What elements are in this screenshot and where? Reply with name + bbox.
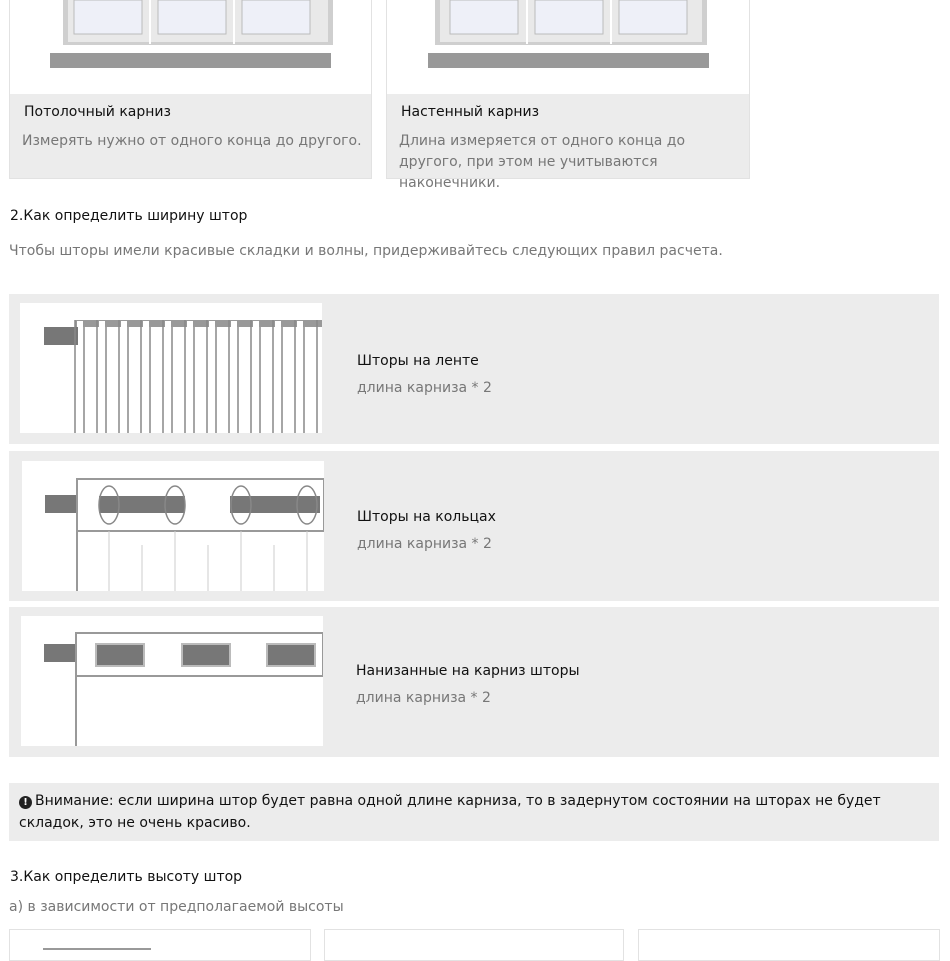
- section-subtitle-height: а) в зависимости от предполагаемой высоты: [9, 899, 344, 915]
- section-title-width: 2.Как определить ширину штор: [10, 208, 248, 224]
- row-formula: длина карниза * 2: [357, 536, 492, 552]
- card-description: Длина измеряется от одного конца до другого, при этом не учитываются наконечники.: [399, 133, 686, 191]
- height-option-card: [638, 929, 940, 961]
- section-subtitle-width: Чтобы шторы имели красивые складки и волны, придерживайтесь следующих правил расчета.: [9, 243, 723, 259]
- row-title: Нанизанные на карниз шторы: [356, 663, 580, 679]
- wall-rod-card: [386, 0, 750, 191]
- curtain-rings-illustration: [22, 461, 324, 591]
- warning-note: [9, 783, 939, 841]
- height-option-card: [9, 929, 311, 961]
- warning-note-text: [19, 790, 931, 834]
- card-title: Потолочный карниз: [24, 104, 171, 120]
- row-title: Шторы на кольцах: [357, 509, 496, 525]
- wall-rod-illustration: [387, 0, 749, 94]
- card-title: Настенный карниз: [401, 104, 540, 120]
- exclamation-icon: !: [19, 796, 32, 809]
- height-option-card: [324, 929, 624, 961]
- rings-curtain-drawing: [22, 461, 324, 591]
- curtain-tape-row: [9, 294, 939, 444]
- row-formula: длина карниза * 2: [356, 690, 491, 706]
- warning-text: Внимание: если ширина штор будет равна одной длине карниза, то в задернутом состоянии на шторах не будет складок, это не очень красиво.: [19, 793, 881, 831]
- curtain-rings-row: [9, 451, 939, 601]
- curtain-tape-illustration: [20, 303, 322, 433]
- row-title: Шторы на ленте: [357, 353, 479, 369]
- card-caption: [10, 94, 371, 178]
- curtain-rod-pocket-row: [9, 607, 939, 757]
- section-title-height: 3.Как определить высоту штор: [10, 869, 243, 885]
- ceiling-rod-card: [9, 0, 372, 179]
- row-formula: длина карниза * 2: [357, 380, 492, 396]
- curtain-rod-pocket-illustration: [21, 616, 323, 746]
- rod-pocket-curtain-drawing: [21, 616, 323, 746]
- ceiling-rod-illustration: [10, 0, 371, 94]
- card-caption: [387, 94, 749, 191]
- card-description: Измерять нужно от одного конца до другого.: [22, 133, 362, 149]
- tape-curtain-drawing: [20, 303, 322, 433]
